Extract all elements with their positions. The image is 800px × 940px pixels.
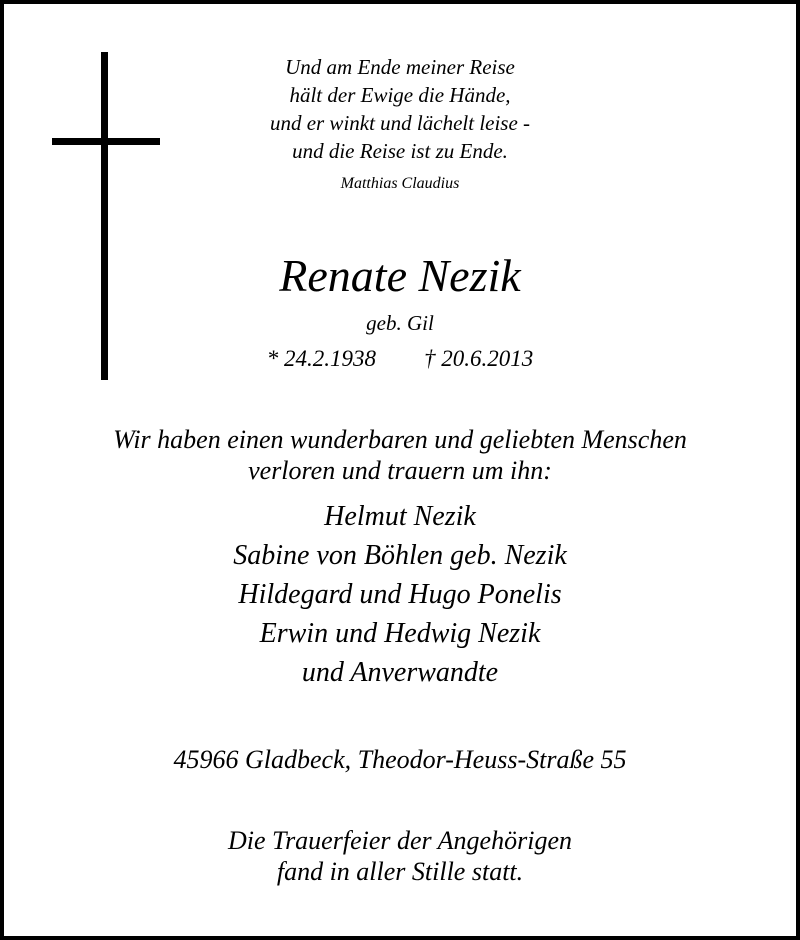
poem-line: hält der Ewige die Hände, bbox=[289, 83, 511, 107]
deceased-name: Renate Nezik bbox=[279, 250, 521, 301]
statement-line: verloren und trauern um ihn: bbox=[248, 456, 552, 485]
mourner-name: und Anverwandte bbox=[301, 657, 499, 688]
closing-line: Die Trauerfeier der Angehörigen bbox=[228, 826, 572, 855]
death-date: † 20.6.2013 bbox=[424, 346, 534, 371]
statement-line: Wir haben einen wunderbaren und geliebten Menschen bbox=[113, 425, 687, 454]
closing-line: fand in aller Stille statt. bbox=[276, 857, 524, 886]
mourner-name: Hildegard und Hugo Ponelis bbox=[238, 579, 562, 610]
maiden-name: geb. Gil bbox=[366, 311, 434, 335]
poem-line: und die Reise ist zu Ende. bbox=[292, 139, 508, 163]
mourner-name: Erwin und Hedwig Nezik bbox=[259, 618, 541, 649]
address: 45966 Gladbeck, Theodor-Heuss-Straße 55 bbox=[173, 745, 627, 774]
mourner-name: Helmut Nezik bbox=[324, 501, 476, 532]
poem-line: Und am Ende meiner Reise bbox=[285, 55, 515, 79]
poem-line: und er winkt und lächelt leise - bbox=[269, 111, 531, 135]
birth-date: * 24.2.1938 bbox=[266, 346, 376, 371]
life-dates bbox=[4, 346, 796, 372]
mourner-name: Sabine von Böhlen geb. Nezik bbox=[233, 540, 567, 571]
poem-author: Matthias Claudius bbox=[340, 175, 460, 192]
